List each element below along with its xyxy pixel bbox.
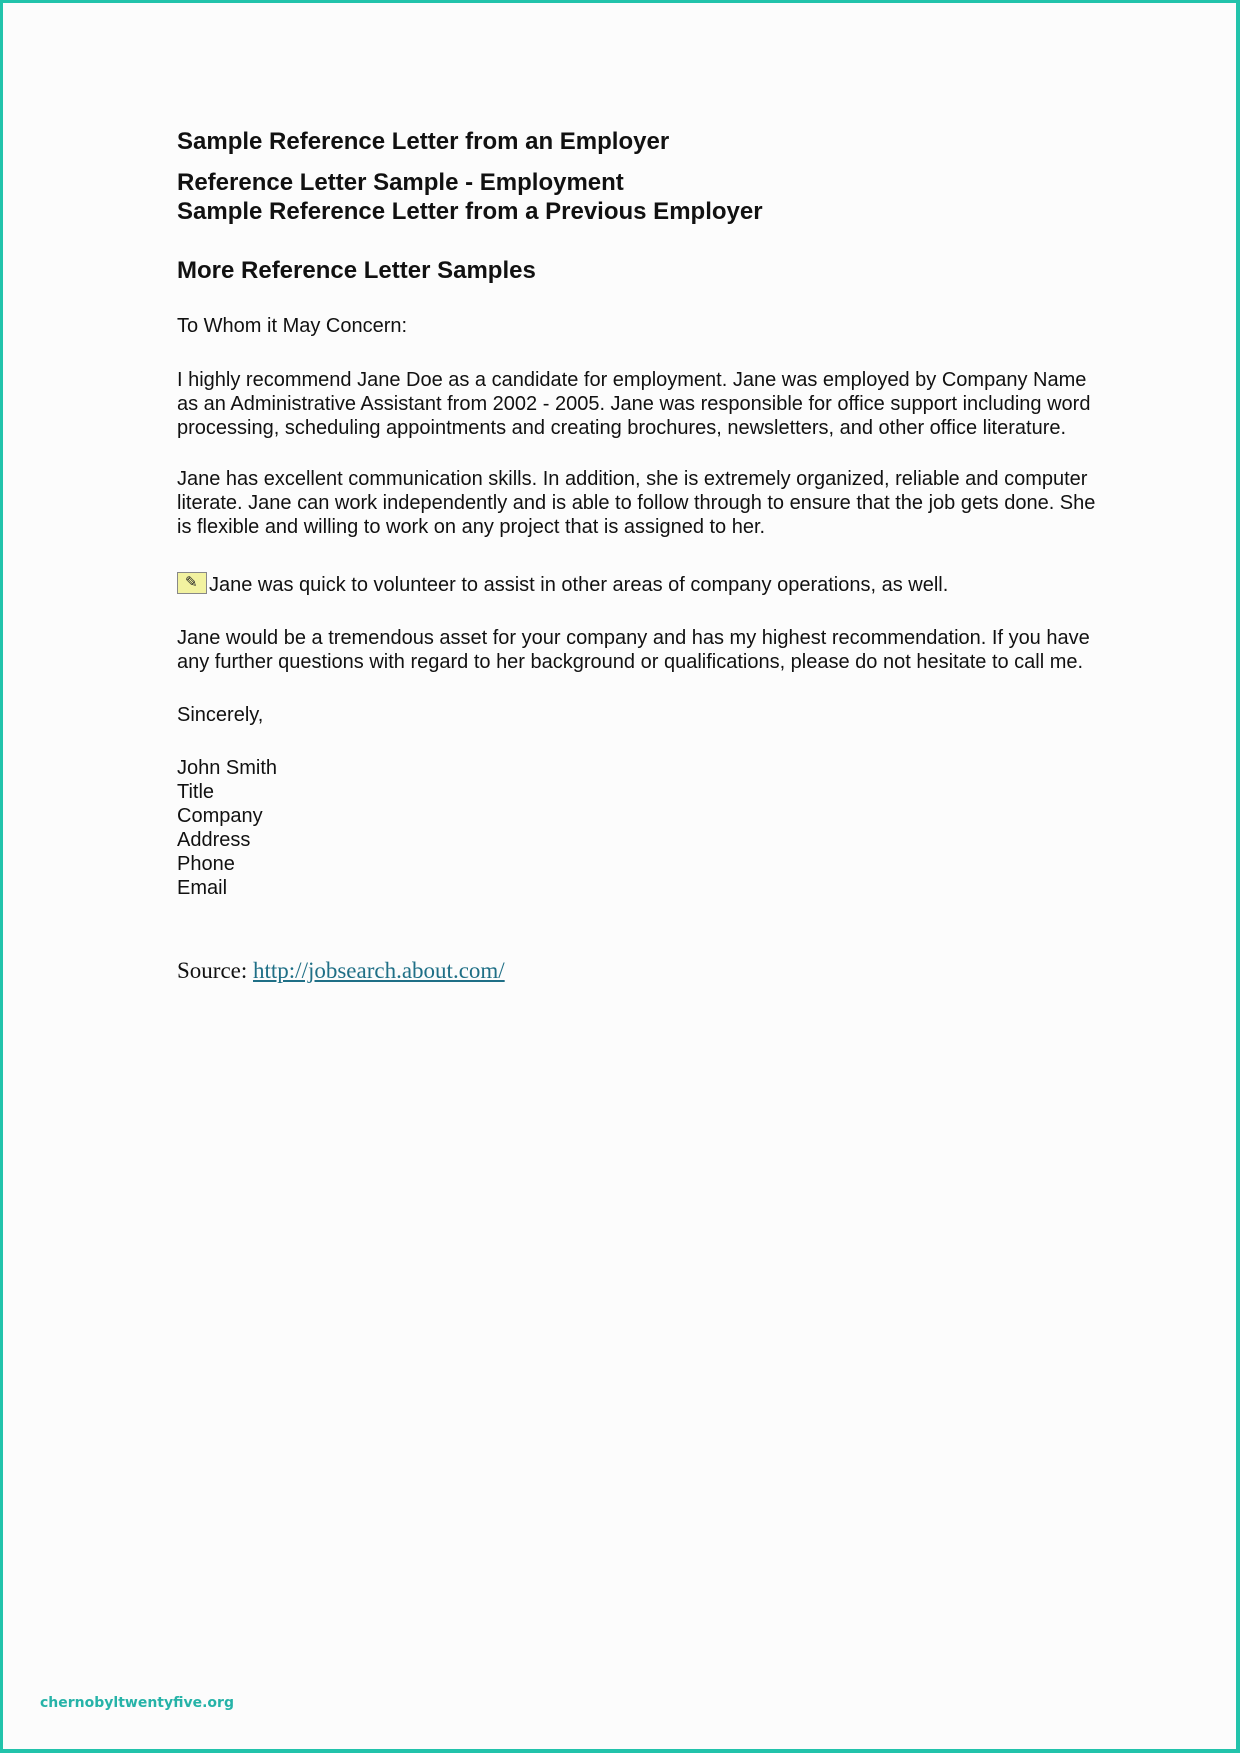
signature-name: John Smith — [177, 757, 278, 779]
paragraph-4-line: any further questions with regard to her background or qualifications, please do not hesitate to call me. — [177, 651, 1084, 673]
paragraph-3-text: Jane was quick to volunteer to assist in other areas of company operations, as well. — [209, 574, 949, 596]
paragraph-4 — [177, 626, 1157, 674]
paragraph-4-line: Jane would be a tremendous asset for your company and has my highest recommendation. If you have — [177, 627, 1090, 649]
paragraph-3 — [177, 572, 1157, 597]
paragraph-2-line: is flexible and willing to work on any project that is assigned to her. — [177, 516, 766, 538]
salutation: To Whom it May Concern: — [177, 315, 408, 337]
paragraph-1-line: I highly recommend Jane Doe as a candidate for employment. Jane was employed by Company Name — [177, 369, 1087, 391]
paragraph-1-line: as an Administrative Assistant from 2002 - 2005. Jane was responsible for office support including word — [177, 393, 1091, 415]
paragraph-2 — [177, 467, 1157, 539]
signature-phone: Phone — [177, 853, 235, 875]
paragraph-2-line: literate. Jane can work independently and is able to follow through to ensure that the job gets done. She — [177, 492, 1096, 514]
heading-employment: Reference Letter Sample - Employment — [177, 169, 624, 196]
paragraph-2-line: Jane has excellent communication skills. In addition, she is extremely organized, reliable and computer — [177, 468, 1088, 490]
heading-more-samples: More Reference Letter Samples — [177, 257, 536, 284]
paragraph-1-line: processing, scheduling appointments and creating brochures, newsletters, and other office literature. — [177, 417, 1067, 439]
paragraph-1 — [177, 368, 1157, 440]
signature-company: Company — [177, 805, 263, 827]
closing: Sincerely, — [177, 704, 264, 726]
signature-title: Title — [177, 781, 215, 803]
signature-email: Email — [177, 877, 228, 899]
heading-employer: Sample Reference Letter from an Employer — [177, 128, 670, 155]
watermark: chernobyltwentyfive.org — [40, 1695, 234, 1711]
source-link[interactable]: http://jobsearch.about.com/ — [253, 958, 505, 983]
paperclip-note-icon[interactable]: ✎ — [177, 572, 207, 594]
signature-block — [177, 756, 1157, 900]
heading-previous-employer: Sample Reference Letter from a Previous Employer — [177, 198, 763, 225]
source-line — [177, 958, 505, 984]
source-label: Source: — [177, 958, 248, 983]
signature-address: Address — [177, 829, 251, 851]
